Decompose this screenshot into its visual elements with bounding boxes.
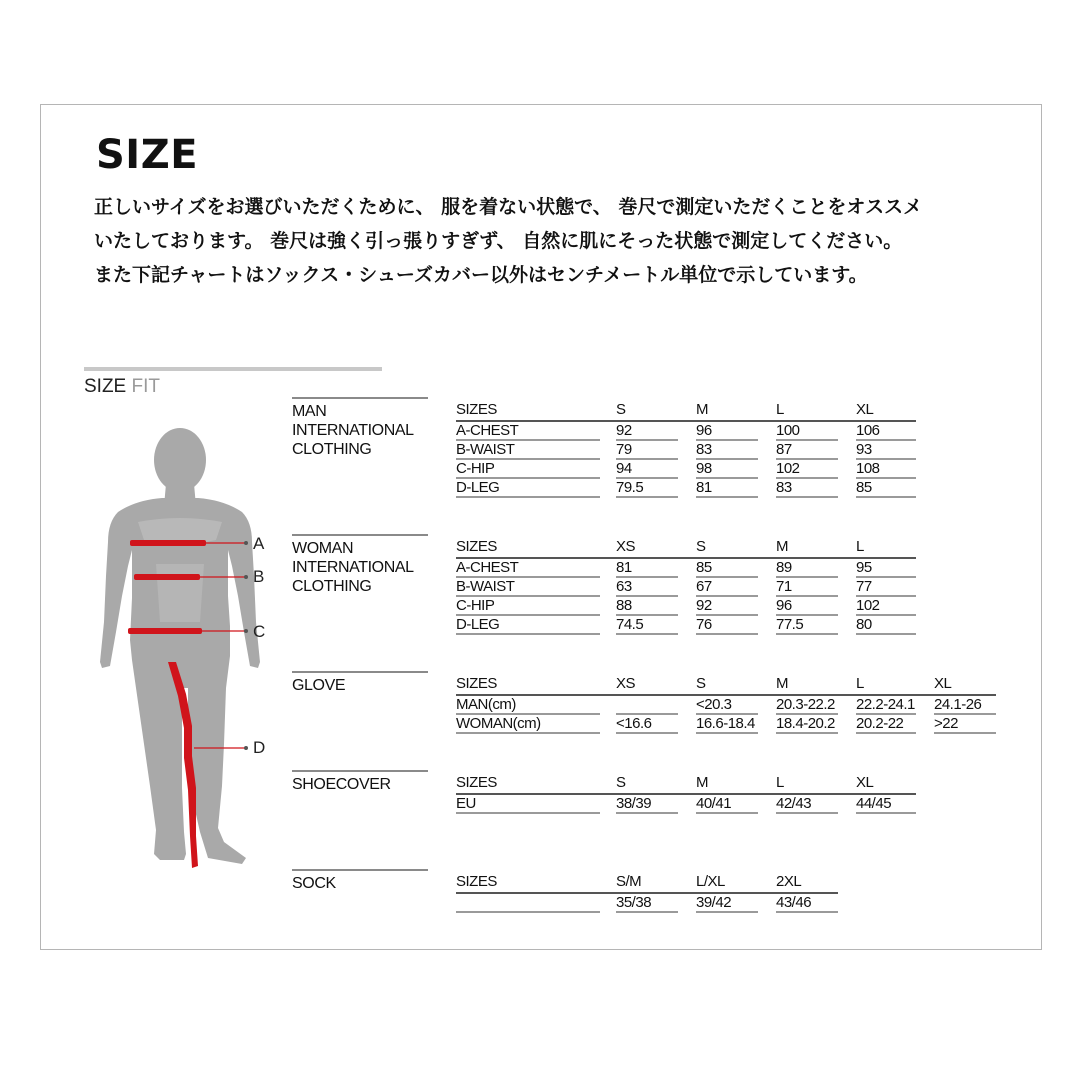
table-cell: 20.2-22 [856,715,904,732]
table-cell: 92 [616,422,632,439]
table-cell: 43/46 [776,894,812,911]
cell-underline [696,633,758,635]
table-cell: 96 [696,422,712,439]
table-cell: 89 [776,559,792,576]
table-cell: 83 [776,479,792,496]
table-cell: 94 [616,460,632,477]
table-cell: <20.3 [696,696,732,713]
cell-underline [934,732,996,734]
cell-underline [616,911,678,913]
table-header-cell: L [856,538,864,555]
intro-line: また下記チャートはソックス・シューズカバー以外はセンチメートル単位で示しています。 [94,264,868,286]
cell-underline [616,732,678,734]
table-cell: 67 [696,578,712,595]
table-cell: >22 [934,715,958,732]
cell-underline [456,633,600,635]
table-header-rule [456,420,916,422]
section-rule [292,397,428,399]
table-cell: 35/38 [616,894,652,911]
table-cell: 87 [776,441,792,458]
table-cell: 100 [776,422,800,439]
table-cell: 98 [696,460,712,477]
table-cell: 40/41 [696,795,732,812]
cell-underline [776,496,838,498]
intro-line: 正しいサイズをお選びいただくために、 服を着ない状態で、 巻尺で測定いただくことをオススメ [94,196,923,218]
table-cell: 81 [696,479,712,496]
cell-underline [856,633,916,635]
cell-underline [456,496,600,498]
cell-underline [856,732,916,734]
intro-text [94,190,1014,292]
section-rule [292,869,428,871]
section-rule [292,671,428,673]
section-title: WOMAN [292,540,354,557]
table-header-cell: S [616,774,626,791]
table-header-cell: L/XL [696,873,725,890]
table-header-cell: XL [856,401,874,418]
table-cell: 77.5 [776,616,804,633]
section-divider [84,367,382,371]
cell-underline [616,496,678,498]
table-cell: 95 [856,559,872,576]
table-cell: 88 [616,597,632,614]
table-cell: 80 [856,616,872,633]
table-cell: 77 [856,578,872,595]
table-cell: C-HIP [456,460,495,477]
table-cell: 81 [616,559,632,576]
table-cell: 44/45 [856,795,892,812]
measure-label-c: C [253,622,266,641]
cell-underline [776,732,838,734]
cell-underline [456,732,600,734]
table-cell: 16.6-18.4 [696,715,755,732]
table-cell: <16.6 [616,715,652,732]
section-rule [292,534,428,536]
cell-underline [776,633,838,635]
table-cell: 79 [616,441,632,458]
section-title: MAN [292,403,327,420]
body-measurement-figure [96,426,276,888]
measure-label-b: B [253,567,265,586]
section-title: GLOVE [292,677,346,694]
table-header-cell: L [856,675,864,692]
table-header-cell: M [776,538,788,555]
cell-underline [616,633,678,635]
section-title: INTERNATIONAL [292,559,414,576]
cell-underline [696,732,758,734]
cell-underline [456,812,600,814]
table-header-cell: XS [616,675,636,692]
table-cell: 42/43 [776,795,812,812]
cell-underline [616,812,678,814]
table-cell: B-WAIST [456,578,515,595]
table-cell: 79.5 [616,479,644,496]
table-cell: 102 [856,597,880,614]
table-cell: B-WAIST [456,441,515,458]
cell-underline [696,496,758,498]
table-cell: C-HIP [456,597,495,614]
table-header-cell: XL [934,675,952,692]
table-cell: 18.4-20.2 [776,715,835,732]
table-header-cell: 2XL [776,873,802,890]
table-cell: A-CHEST [456,559,519,576]
cell-underline [696,812,758,814]
section-title: CLOTHING [292,578,372,595]
section-rule [292,770,428,772]
table-cell: 92 [696,597,712,614]
table-cell: 22.2-24.1 [856,696,915,713]
table-header-cell: SIZES [456,675,497,692]
table-cell: 93 [856,441,872,458]
table-cell: WOMAN(cm) [456,715,541,732]
size-fit-heading-size: SIZE [84,376,127,397]
table-header-cell: SIZES [456,873,497,890]
table-header-cell: M [776,675,788,692]
table-cell: 74.5 [616,616,644,633]
table-header-cell: M [696,401,708,418]
table-cell: 106 [856,422,880,439]
section-title: SHOECOVER [292,776,391,793]
cell-underline [856,496,916,498]
table-cell: A-CHEST [456,422,519,439]
table-cell: D-LEG [456,616,500,633]
cell-underline [776,911,838,913]
table-header-cell: S [696,675,706,692]
size-fit-heading [84,376,160,398]
cell-underline [776,812,838,814]
body-silhouette-icon [100,428,260,864]
table-header-cell: SIZES [456,401,497,418]
table-cell: 85 [696,559,712,576]
measure-label-d: D [253,738,266,757]
table-header-cell: M [696,774,708,791]
table-cell: 39/42 [696,894,732,911]
table-header-cell: SIZES [456,538,497,555]
table-cell: 102 [776,460,800,477]
table-header-rule [456,557,916,559]
table-header-cell: S [616,401,626,418]
table-cell: EU [456,795,476,812]
table-cell: 71 [776,578,792,595]
table-cell: 76 [696,616,712,633]
table-header-cell: L [776,774,784,791]
table-cell: 85 [856,479,872,496]
measure-label-a: A [253,534,265,553]
table-header-cell: XS [616,538,636,555]
table-cell: 20.3-22.2 [776,696,835,713]
table-cell: 108 [856,460,880,477]
cell-underline [456,911,600,913]
table-cell: D-LEG [456,479,500,496]
cell-underline [696,911,758,913]
table-header-cell: XL [856,774,874,791]
table-cell: MAN(cm) [456,696,516,713]
table-cell: 83 [696,441,712,458]
intro-line: いたしております。 巻尺は強く引っ張りすぎず、 自然に肌にそった状態で測定してください。 [94,230,903,252]
table-cell: 38/39 [616,795,652,812]
cell-underline [856,812,916,814]
table-header-rule [456,793,916,795]
table-header-cell: S [696,538,706,555]
section-title: SOCK [292,875,336,892]
table-header-cell: L [776,401,784,418]
table-header-cell: SIZES [456,774,497,791]
size-fit-heading-fit: FIT [131,376,161,397]
section-title: INTERNATIONAL [292,422,414,439]
page-title: SIZE [96,132,199,178]
table-header-cell: S/M [616,873,642,890]
section-title: CLOTHING [292,441,372,458]
table-cell: 96 [776,597,792,614]
table-cell: 24.1-26 [934,696,982,713]
table-cell: 63 [616,578,632,595]
